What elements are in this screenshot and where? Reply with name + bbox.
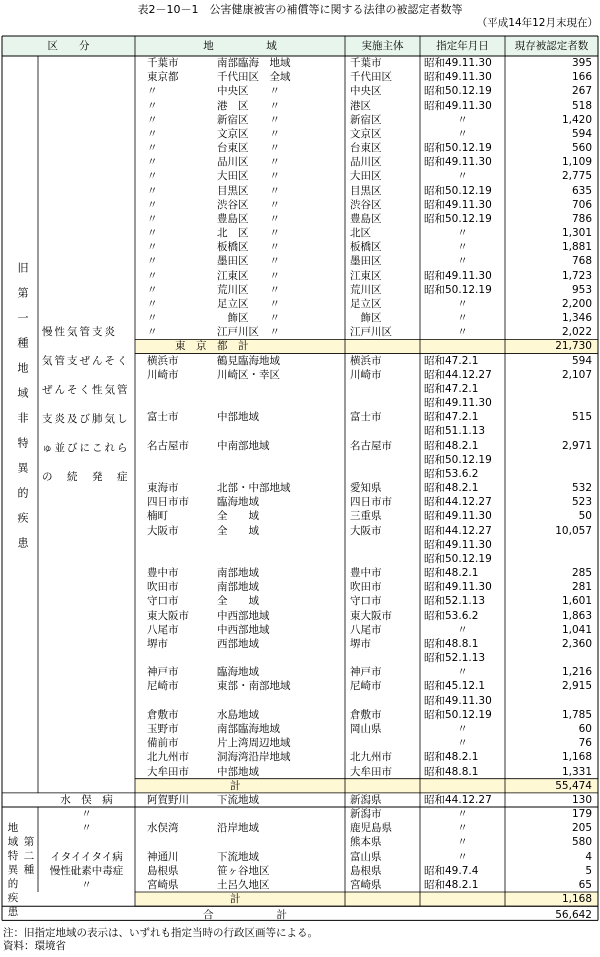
body-cell: 川崎市 <box>350 368 382 381</box>
disease-name: 支炎及び肺気し <box>42 413 130 425</box>
count-cell: 1,168 <box>561 751 592 764</box>
city-cell: 宮崎県 <box>147 878 179 891</box>
date-cell: 昭和49.11.30 <box>424 581 492 594</box>
area-cell: 臨海地域 <box>217 666 259 679</box>
body-cell: 三重県 <box>350 510 382 523</box>
disease-name: ゅ並びにこれら <box>42 442 130 454</box>
column-header: 地 域 <box>203 40 277 52</box>
body-cell: 吹田市 <box>350 581 382 594</box>
body-cell: 横浜市 <box>350 354 382 367</box>
city-cell: 北九州市 <box>147 751 189 764</box>
city-cell: 守口市 <box>147 595 179 608</box>
count-cell: 281 <box>571 581 592 594</box>
city-cell: 〃 <box>147 283 158 296</box>
section-label: 旧第一種地域非特異的疾患 <box>16 262 29 562</box>
area-cell: 沿岸地域 <box>217 822 259 835</box>
page-title: 表2－10－1 公害健康被害の補償等に関する法律の被認定者数等 <box>137 3 463 16</box>
date-cell: 昭和49.11.30 <box>424 99 492 112</box>
count-cell: 2,775 <box>561 170 592 183</box>
date-cell: 昭和51.1.13 <box>424 425 486 438</box>
count-cell: 953 <box>571 283 592 296</box>
body-cell: 鹿児島県 <box>350 822 392 835</box>
city-cell: 水俣湾 <box>147 822 179 835</box>
date-cell: 昭和52.1.13 <box>424 652 486 665</box>
body-cell: 新潟市 <box>350 808 382 820</box>
date-cell: 昭和52.1.13 <box>424 595 486 608</box>
date-cell: 昭和50.12.19 <box>424 142 492 155</box>
count-cell: 2,915 <box>561 680 592 693</box>
body-cell: 千葉市 <box>350 57 382 69</box>
city-cell: 大牟田市 <box>147 765 189 778</box>
city-cell: 横浜市 <box>147 354 179 367</box>
area-cell: 渋谷区 〃 <box>217 198 280 211</box>
date-cell: 昭和48.2.1 <box>424 878 479 891</box>
area-cell: 鶴見臨海地域 <box>217 354 280 367</box>
subtotal-count: 21,730 <box>555 340 592 353</box>
area-cell: 江東区 〃 <box>217 269 280 282</box>
grand-total-label: 合 計 <box>203 909 287 922</box>
count-cell: 1,346 <box>561 312 592 325</box>
date-cell: 〃 <box>457 227 468 240</box>
area-cell: 北 区 〃 <box>217 227 280 240</box>
city-cell: 〃 <box>147 113 158 126</box>
count-cell: 2,200 <box>561 297 592 310</box>
city-cell: 東京都 <box>147 71 179 84</box>
date-cell: 昭和48.2.1 <box>424 567 479 580</box>
date-cell: 昭和49.11.30 <box>424 694 492 707</box>
body-cell: 倉敷市 <box>350 708 382 721</box>
date-cell: 〃 <box>457 170 468 183</box>
date-cell: 昭和45.12.1 <box>424 680 486 693</box>
city-cell: 阿賀野川 <box>147 793 189 806</box>
note-line: 注：旧指定地域の表示は、いずれも指定当時の行政区画等による。 <box>3 927 318 939</box>
city-cell: 千葉市 <box>147 57 179 69</box>
count-cell: 594 <box>571 354 592 367</box>
city-cell: 〃 <box>147 227 158 240</box>
body-cell: 文京区 <box>350 127 382 140</box>
area-cell: 新宿区 〃 <box>217 113 280 126</box>
area-cell: 千代田区 全域 <box>217 71 291 84</box>
date-cell: 昭和49.11.30 <box>424 57 492 69</box>
body-cell: 島根県 <box>350 864 382 877</box>
date-cell: 昭和49.11.30 <box>424 71 492 84</box>
body-cell: 愛知県 <box>350 482 382 495</box>
count-cell: 1,331 <box>561 765 592 778</box>
body-cell: 品川区 <box>350 156 382 169</box>
city-cell: 玉野市 <box>147 722 179 735</box>
body-cell: 尼崎市 <box>350 680 382 693</box>
date-cell: 〃 <box>457 737 468 750</box>
date-cell: 昭和50.12.19 <box>424 453 492 466</box>
subtotal-count: 55,474 <box>555 779 592 792</box>
body-cell: 大田区 <box>350 170 382 183</box>
column-header: 実施主体 <box>361 40 404 52</box>
body-cell: 神戸市 <box>350 666 382 679</box>
body-cell: 足立区 <box>350 297 382 310</box>
disease-name: の 続 発 症 <box>42 471 130 483</box>
count-cell: 285 <box>571 567 592 580</box>
column-header: 現存被認定者数 <box>514 40 589 52</box>
area-cell: 南部地域 <box>217 581 259 594</box>
count-cell: 267 <box>571 85 592 98</box>
body-cell: 江戸川区 <box>350 326 392 339</box>
date-cell: 〃 <box>457 850 468 863</box>
date-cell: 昭和49.11.30 <box>424 510 492 523</box>
count-cell: 205 <box>571 822 592 835</box>
body-cell: 目黒区 <box>350 184 382 197</box>
disease-name: 〃 <box>81 808 92 820</box>
body-cell: 台東区 <box>350 142 382 155</box>
area-cell: 全 域 <box>217 595 259 608</box>
date-cell: 昭和48.2.1 <box>424 482 479 495</box>
count-cell: 10,057 <box>555 524 592 537</box>
area-cell: 中南部地域 <box>217 439 270 452</box>
area-cell: 江戸川区 〃 <box>217 326 280 339</box>
area-cell: 南部地域 <box>217 567 259 580</box>
disease-name: 〃 <box>81 822 92 835</box>
area-cell: 全 域 <box>217 510 259 523</box>
body-cell: 千代田区 <box>350 71 392 84</box>
date-cell: 〃 <box>457 255 468 268</box>
date-cell: 昭和50.12.19 <box>424 708 492 721</box>
city-cell: 〃 <box>147 156 158 169</box>
area-cell: 足立区 〃 <box>217 297 280 310</box>
date-cell: 昭和53.6.2 <box>424 609 479 622</box>
city-cell: 楠町 <box>147 510 168 523</box>
area-cell: 中部地域 <box>217 765 259 778</box>
body-cell: 北九州市 <box>350 751 392 764</box>
date-cell: 昭和49.11.30 <box>424 269 492 282</box>
date-cell: 〃 <box>457 722 468 735</box>
body-cell: 新宿区 <box>350 113 382 126</box>
count-cell: 2,971 <box>561 439 592 452</box>
body-cell: 大阪市 <box>350 524 382 537</box>
area-cell: 港 区 〃 <box>217 99 280 112</box>
body-cell: 大牟田市 <box>350 765 392 778</box>
date-cell: 昭和47.2.1 <box>424 411 479 424</box>
grand-total-count: 56,642 <box>555 909 592 922</box>
date-cell: 〃 <box>457 241 468 254</box>
count-cell: 4 <box>585 850 592 863</box>
area-cell: 東部・南部地域 <box>217 680 291 693</box>
city-cell: 川崎市 <box>147 368 179 381</box>
count-cell: 395 <box>571 57 592 69</box>
date-cell: 昭和53.6.2 <box>424 467 479 480</box>
count-cell: 2,360 <box>561 637 592 650</box>
city-cell: 〃 <box>147 127 158 140</box>
body-cell: 港区 <box>350 99 371 112</box>
date-cell: 〃 <box>457 326 468 339</box>
city-cell: 〃 <box>147 142 158 155</box>
body-cell: 中央区 <box>350 85 382 98</box>
city-cell: 〃 <box>147 312 158 325</box>
area-cell: 南部臨海地域 <box>217 722 280 735</box>
subtotal-count: 1,168 <box>561 893 592 906</box>
count-cell: 515 <box>571 411 592 424</box>
count-cell: 5 <box>585 864 592 877</box>
disease-name: 〃 <box>81 878 92 891</box>
count-cell: 2,022 <box>561 326 592 339</box>
date-cell: 昭和44.12.27 <box>424 524 492 537</box>
body-cell: 熊本県 <box>350 836 382 849</box>
area-cell: 大田区 〃 <box>217 170 280 183</box>
city-cell: 名古屋市 <box>147 439 189 452</box>
section-label: 地域特異的疾患 <box>7 822 19 918</box>
city-cell: 〃 <box>147 297 158 310</box>
body-cell: 北区 <box>350 227 371 240</box>
area-cell: 土呂久地区 <box>217 878 270 891</box>
area-cell: 中部地域 <box>217 411 259 424</box>
count-cell: 1,420 <box>561 113 592 126</box>
city-cell: 神通川 <box>147 850 179 863</box>
count-cell: 560 <box>571 142 592 155</box>
count-cell: 523 <box>571 496 592 509</box>
subtotal-label: 東 京 都 計 <box>175 340 249 353</box>
city-cell: 島根県 <box>147 864 179 877</box>
area-cell: 中央区 〃 <box>217 85 280 98</box>
column-header: 区 分 <box>47 40 90 52</box>
source-line: 資料：環境省 <box>3 940 66 952</box>
city-cell: 東大阪市 <box>147 609 189 622</box>
date-cell: 昭和48.2.1 <box>424 751 479 764</box>
date-cell: 昭和50.12.19 <box>424 212 492 225</box>
footnotes <box>3 927 318 953</box>
city-cell: 〃 <box>147 241 158 254</box>
city-cell: 倉敷市 <box>147 708 179 721</box>
count-cell: 1,301 <box>561 227 592 240</box>
disease-name: イタイイタイ病 <box>50 850 123 863</box>
body-cell: 渋谷区 <box>350 198 382 211</box>
count-cell: 1,723 <box>561 269 592 282</box>
area-cell: 品川区 〃 <box>217 156 280 169</box>
area-cell: 板橋区 〃 <box>217 241 280 254</box>
area-cell: 臨海地域 <box>217 496 259 509</box>
count-cell: 580 <box>571 836 592 849</box>
area-cell: 荒川区 〃 <box>217 283 280 296</box>
body-cell: 豊中市 <box>350 567 382 580</box>
area-cell: 目黒区 〃 <box>217 184 280 197</box>
count-cell: 166 <box>571 71 592 84</box>
area-cell: 文京区 〃 <box>217 127 280 140</box>
city-cell: 富士市 <box>147 411 179 424</box>
date-cell: 昭和49.11.30 <box>424 397 492 410</box>
area-cell: 墨田区 〃 <box>217 255 280 268</box>
city-cell: 〃 <box>147 212 158 225</box>
body-cell: 富士市 <box>350 411 382 424</box>
date-cell: 昭和49.11.30 <box>424 538 492 551</box>
date-cell: 昭和50.12.19 <box>424 552 492 565</box>
city-cell: 〃 <box>147 85 158 98</box>
city-cell: 神戸市 <box>147 666 179 679</box>
area-cell: 南部臨海 地域 <box>217 57 291 69</box>
count-cell: 130 <box>571 793 592 806</box>
count-cell: 635 <box>571 184 592 197</box>
section-label: 第二種 <box>23 836 35 876</box>
count-cell: 768 <box>571 255 592 268</box>
city-cell: 〃 <box>147 184 158 197</box>
area-cell: 川崎区・幸区 <box>217 368 280 381</box>
area-cell: 北部・中部地域 <box>217 482 291 495</box>
date-cell: 昭和48.8.1 <box>424 765 479 778</box>
subtotal-label: 計 <box>230 779 241 792</box>
date-cell: 昭和49.11.30 <box>424 156 492 169</box>
body-cell: 四日市市 <box>350 496 392 509</box>
city-cell: 四日市市 <box>147 496 189 509</box>
body-cell: 富山県 <box>350 850 382 863</box>
city-cell: 大阪市 <box>147 524 179 537</box>
count-cell: 2,107 <box>561 368 592 381</box>
date-cell: 〃 <box>457 312 468 325</box>
area-cell: 豊島区 〃 <box>217 212 280 225</box>
count-cell: 706 <box>571 198 592 211</box>
area-cell: 洞海湾沿岸地域 <box>217 751 291 764</box>
count-cell: 1,881 <box>561 241 592 254</box>
count-cell: 1,216 <box>561 666 592 679</box>
area-cell: 下流地域 <box>217 850 259 863</box>
count-cell: 532 <box>571 482 592 495</box>
count-cell: 60 <box>578 722 592 735</box>
as-of-date: （平成14年12月末現在） <box>476 17 598 29</box>
body-cell: 名古屋市 <box>350 439 392 452</box>
date-cell: 昭和49.7.4 <box>424 864 479 877</box>
disease-name: 慢性気管支炎 <box>42 326 117 338</box>
count-cell: 76 <box>578 737 592 750</box>
city-cell: 東海市 <box>147 482 179 495</box>
area-cell: 笹ヶ谷地区 <box>217 864 270 877</box>
body-cell: 東大阪市 <box>350 609 392 622</box>
date-cell: 昭和44.12.27 <box>424 496 492 509</box>
area-cell: 片上湾周辺地域 <box>217 737 291 750</box>
date-cell: 〃 <box>457 297 468 310</box>
body-cell: 板橋区 <box>350 241 382 254</box>
city-cell: 備前市 <box>147 737 179 750</box>
count-cell: 1,601 <box>561 595 592 608</box>
count-cell: 594 <box>571 127 592 140</box>
city-cell: 〃 <box>147 198 158 211</box>
disease-name: 慢性砒素中毒症 <box>49 864 124 877</box>
count-cell: 65 <box>578 878 592 891</box>
city-cell: 〃 <box>147 99 158 112</box>
date-cell: 〃 <box>457 822 468 835</box>
disease-name: ぜんそく性気管 <box>42 384 130 396</box>
area-cell: 中西部地域 <box>217 609 270 622</box>
date-cell: 昭和50.12.19 <box>424 283 492 296</box>
body-cell: 守口市 <box>350 595 382 608</box>
city-cell: 〃 <box>147 255 158 268</box>
date-cell: 昭和47.2.1 <box>424 354 479 367</box>
city-cell: 〃 <box>147 170 158 183</box>
column-header: 指定年月日 <box>436 40 489 52</box>
date-cell: 昭和50.12.19 <box>424 85 492 98</box>
date-cell: 〃 <box>457 666 468 679</box>
body-cell: 宮崎県 <box>350 878 382 891</box>
count-cell: 518 <box>571 99 592 112</box>
area-cell: 台東区 〃 <box>217 142 280 155</box>
body-cell: 新潟県 <box>350 793 382 806</box>
area-cell: 下流地域 <box>217 793 259 806</box>
city-cell: 吹田市 <box>147 581 179 594</box>
area-cell: 水島地域 <box>217 708 259 721</box>
date-cell: 昭和44.12.27 <box>424 793 492 806</box>
area-cell: 西部地域 <box>217 637 259 650</box>
city-cell: 豊中市 <box>147 567 179 580</box>
count-cell: 786 <box>571 212 592 225</box>
city-cell: 尼崎市 <box>147 680 179 693</box>
date-cell: 昭和44.12.27 <box>424 368 492 381</box>
city-cell: 八尾市 <box>147 623 179 636</box>
count-cell: 50 <box>578 510 592 523</box>
date-cell: 昭和49.11.30 <box>424 198 492 211</box>
disease-name: 水 俣 病 <box>60 793 113 806</box>
count-cell: 1,863 <box>561 609 592 622</box>
area-cell: 中西部地域 <box>217 623 270 636</box>
date-cell: 〃 <box>457 113 468 126</box>
date-cell: 〃 <box>457 836 468 849</box>
body-cell: 墨田区 <box>350 255 382 268</box>
count-cell: 1,785 <box>561 708 592 721</box>
subtotal-label: 計 <box>230 893 241 906</box>
city-cell: 〃 <box>147 326 158 339</box>
body-cell: 岡山県 <box>350 722 382 735</box>
date-cell: 昭和47.2.1 <box>424 382 479 395</box>
body-cell: 荒川区 <box>350 283 382 296</box>
body-cell: 飾区 <box>350 312 382 325</box>
body-cell: 八尾市 <box>350 623 382 636</box>
count-cell: 1,109 <box>561 156 592 169</box>
count-cell: 1,041 <box>561 623 592 636</box>
area-cell: 全 域 <box>217 524 259 537</box>
date-cell: 昭和48.2.1 <box>424 439 479 452</box>
date-cell: 〃 <box>457 623 468 636</box>
body-cell: 江東区 <box>350 269 382 282</box>
city-cell: 〃 <box>147 269 158 282</box>
disease-name: 気管支ぜんそく <box>42 355 130 367</box>
count-cell: 179 <box>571 808 592 820</box>
area-cell: 飾区 〃 <box>217 312 280 325</box>
date-cell: 〃 <box>457 808 468 820</box>
city-cell: 堺市 <box>147 637 168 650</box>
date-cell: 昭和48.8.1 <box>424 637 479 650</box>
body-cell: 堺市 <box>350 637 371 650</box>
body-cell: 豊島区 <box>350 212 382 225</box>
date-cell: 〃 <box>457 127 468 140</box>
date-cell: 昭和50.12.19 <box>424 184 492 197</box>
